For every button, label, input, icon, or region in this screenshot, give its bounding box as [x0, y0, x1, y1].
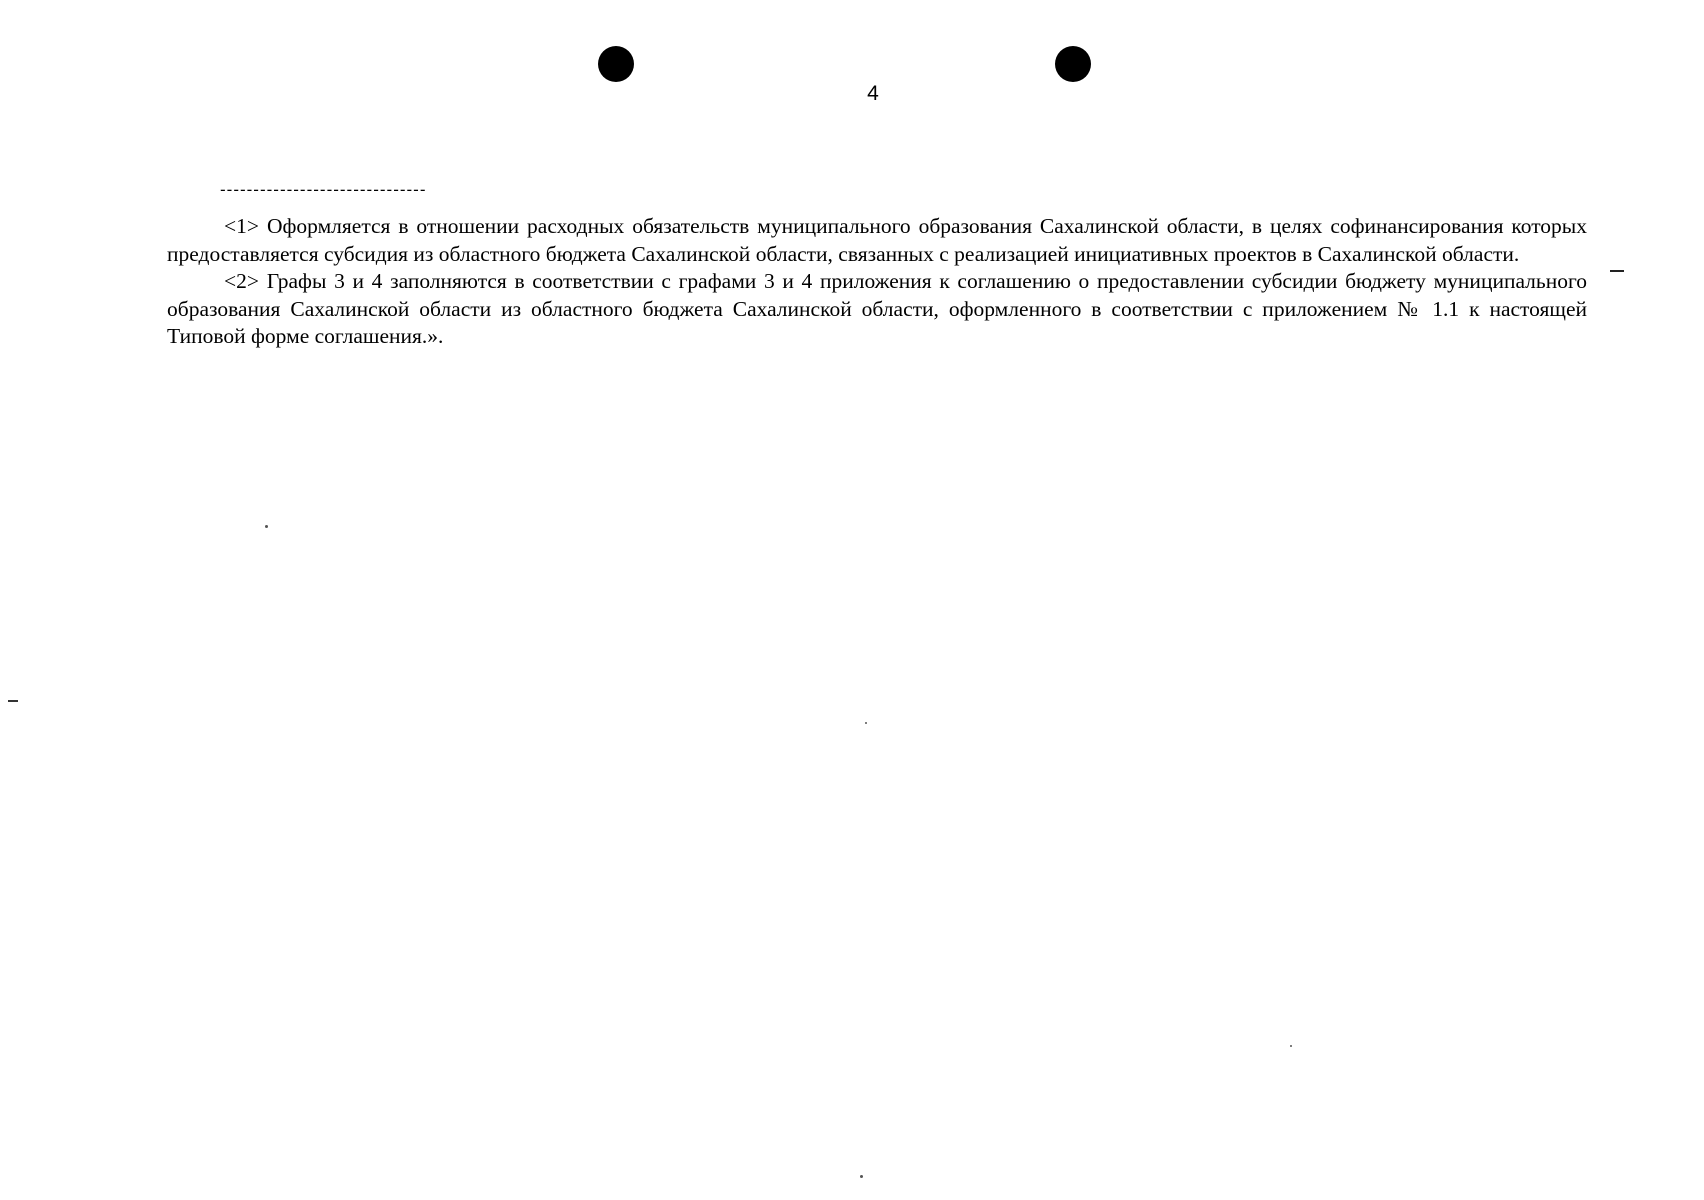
footnote-marker: <2> [224, 269, 260, 293]
footnote-text: Оформляется в отношении расходных обязательств муниципального образования Сахалинской области, в целях софинансирования которых предоставляется субсидия из областного бюджета Сахалинской области, связанных с реализацией инициативных проектов в Сахалинской области. [167, 214, 1588, 266]
scan-speck [265, 525, 268, 528]
scan-speck [8, 700, 18, 702]
scan-speck [1610, 270, 1624, 272]
footnote-separator: ------------------------------- [220, 180, 427, 199]
footnote-1 [167, 213, 1587, 268]
punch-hole-right [1055, 46, 1091, 82]
page-number: 4 [867, 82, 879, 105]
footnote-2 [167, 268, 1587, 351]
scan-speck [860, 1175, 863, 1178]
footnote-text: Графы 3 и 4 заполняются в соответствии с графами 3 и 4 приложения к соглашению о предоставлении субсидии бюджету муниципального образования Сахалинской области из областного бюджета Сахалинской области, оформленного в соответствии с приложением № 1.1 к настоящей Типовой форме соглашения.». [167, 269, 1588, 348]
footnotes-block [167, 213, 1587, 351]
punch-hole-left [598, 46, 634, 82]
scan-speck [865, 722, 867, 724]
scan-speck [1290, 1045, 1292, 1047]
footnote-marker: <1> [224, 214, 260, 238]
